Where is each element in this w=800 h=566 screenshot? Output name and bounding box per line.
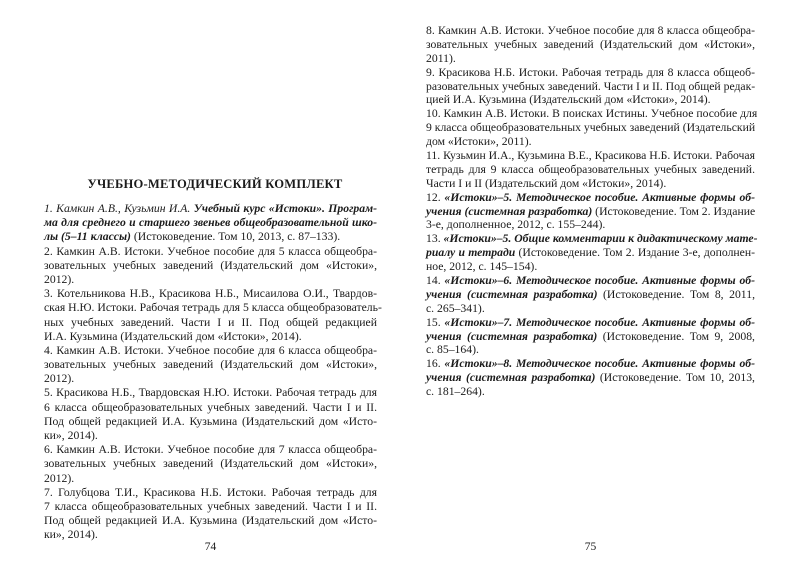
text-line [44, 500, 377, 514]
text-line [44, 514, 377, 528]
text-line [426, 316, 755, 330]
text-segment: 6. Камкин А.В. Истоки. Учебное пособие для 7 класса общеобра- [44, 443, 377, 457]
text-segment: 2011). [426, 51, 456, 65]
text-segment: учения (системная разработка) [426, 287, 603, 301]
text-line [426, 260, 755, 274]
text-segment: 14. [426, 274, 445, 288]
text-line [44, 415, 377, 429]
text-segment: с. 265–341). [426, 301, 485, 315]
text-segment: ки», 2014). [44, 528, 98, 542]
text-line [426, 232, 758, 246]
text-line [44, 202, 377, 216]
text-segment: «Истоки»–8. Методическое пособие. Активные формы об- [444, 357, 756, 371]
text-line [44, 287, 377, 301]
text-line [44, 457, 377, 471]
text-segment: Учебный курс «Истоки». Програм- [193, 202, 377, 215]
text-segment: Под общей редакцией И.А. Кузьмина (Издательский дом «Исто- [44, 414, 377, 428]
text-segment: 1. Камкин А.В., Кузьмин И.А. [44, 202, 194, 215]
text-line [426, 191, 755, 205]
text-segment: 3-е, дополненное, 2012, с. 155–244). [426, 218, 606, 232]
text-line [426, 205, 755, 219]
text-line [44, 259, 377, 273]
text-line [426, 385, 755, 399]
text-segment: 15. [426, 315, 445, 329]
text-segment: 2012). [44, 372, 75, 386]
text-segment: цией И.А. Кузьмина (Издательский дом «Истоки», 2014). [426, 93, 711, 107]
text-line [44, 301, 382, 315]
text-line [44, 401, 377, 415]
text-line [426, 302, 755, 316]
text-segment: (Истоковедение. Том 2. Издание 3-е, дополнен- [518, 246, 756, 260]
text-segment: «Истоки»–5. Методическое пособие. Активные формы об- [444, 190, 756, 204]
text-segment: 11. Кузьмин И.А., Кузьмина В.Е., Красикова Н.Б. Истоки. Рабочая [426, 149, 755, 163]
text-line [44, 486, 377, 500]
text-line [44, 358, 377, 372]
text-segment: 7. Голубцова Т.И., Красикова Н.Б. Истоки. Рабочая тетрадь для [44, 485, 377, 499]
page-number-left: 74 [204, 541, 217, 553]
text-line [426, 66, 755, 80]
text-line [426, 24, 755, 38]
text-segment: 2012). [44, 471, 75, 485]
text-line [426, 288, 755, 302]
text-segment: 8. Камкин А.В. Истоки. Учебное пособие для 8 класса общеобра- [426, 24, 755, 37]
text-line [426, 218, 755, 232]
text-segment: 10. Камкин А.В. Истоки. В поисках Истины. Учебное пособие для [426, 107, 758, 121]
text-line [426, 135, 755, 149]
text-line [44, 472, 377, 486]
text-line [426, 177, 755, 191]
text-line [44, 316, 377, 330]
text-line [426, 357, 755, 371]
text-segment: ма для среднего и старшего звеньев общеобразовательной шко- [44, 216, 377, 230]
text-line [44, 216, 377, 230]
text-segment: тетрадь для 9 класса общеобразовательных учебных заведений. [426, 162, 755, 176]
text-segment: «Истоки»–6. Методическое пособие. Активные формы об- [444, 274, 756, 288]
bibliography-items-1-7 [44, 202, 382, 543]
bibliography-items-8-16 [426, 24, 758, 399]
text-line [426, 80, 755, 94]
text-segment: 2012). [44, 272, 75, 286]
text-segment: «Истоки»–5. Общие комментарии к дидактическому мате- [443, 232, 758, 246]
text-line [426, 330, 755, 344]
text-segment: (Истоковедение. Том 8, 2011, [603, 287, 755, 301]
text-line [426, 343, 755, 357]
text-line [426, 52, 755, 66]
text-segment: ное, 2012, с. 145–154). [426, 260, 538, 274]
text-segment: «Истоки»–7. Методическое пособие. Активные формы об- [444, 315, 756, 329]
text-line [426, 274, 755, 288]
text-segment: зовательных учебных заведений (Издательский дом «Истоки», [44, 457, 377, 471]
text-segment: 9. Красикова Н.Б. Истоки. Рабочая тетрадь для 8 класса общеоб- [426, 65, 755, 79]
text-segment: зовательных учебных заведений (Издательский дом «Истоки», [44, 358, 377, 372]
text-segment: зовательных учебных заведений (Издательский дом «Истоки», [44, 258, 377, 272]
text-line [426, 93, 755, 107]
text-line [426, 121, 755, 135]
text-segment: лы (5–11 классы) [44, 230, 134, 244]
section-heading: УЧЕБНО-МЕТОДИЧЕСКИЙ КОМПЛЕКТ [87, 177, 343, 191]
text-segment: 16. [426, 357, 445, 371]
text-segment: учения (системная разработка) [426, 371, 600, 385]
text-segment: И.А. Кузьмина (Издательский дом «Истоки», 2014). [44, 329, 302, 343]
text-segment: учения (системная разработка) [426, 329, 603, 343]
text-line [44, 245, 377, 259]
text-segment: (Истоковедение. Том 10, 2013, с. 87–133). [133, 230, 341, 244]
text-segment: 7 класса общеобразовательных учебных заведений. Части I и II. [44, 499, 377, 513]
text-line [426, 371, 755, 385]
text-segment: 9 класса общеобразовательных учебных заведений (Издательский [426, 121, 756, 135]
text-segment: учения (системная разработка) [426, 204, 596, 218]
text-segment: ская Н.Ю. Истоки. Рабочая тетрадь для 5 класса общеобразователь- [44, 301, 382, 315]
text-line [44, 443, 377, 457]
page-number-right: 75 [584, 541, 597, 553]
text-segment: 2. Камкин А.В. Истоки. Учебное пособие для 5 класса общеобра- [44, 244, 377, 258]
text-line [44, 273, 377, 287]
text-line [426, 246, 755, 260]
text-line [44, 372, 377, 386]
text-line [44, 429, 377, 443]
text-segment: с. 181–264). [426, 385, 485, 399]
text-segment: ных учебных заведений. Части I и II. Под общей редакцией [44, 315, 377, 329]
text-segment: риалу и тетради [426, 246, 519, 260]
text-segment: (Истоковедение. Том 9, 2008, [602, 329, 755, 343]
text-segment: (Истоковедение. Том 10, 2013, [599, 371, 755, 385]
text-segment: 4. Камкин А.В. Истоки. Учебное пособие для 6 класса общеобра- [44, 343, 377, 357]
text-segment: (Истоковедение. Том 2. Издание [595, 204, 756, 218]
text-segment: 13. [426, 232, 444, 246]
text-segment: 5. Красикова Н.Б., Твардовская Н.Ю. Истоки. Рабочая тетрадь для [44, 386, 377, 400]
text-segment: с. 85–164). [426, 343, 479, 357]
text-segment: ки», 2014). [44, 429, 98, 442]
text-line [44, 330, 377, 344]
text-line [426, 163, 755, 177]
text-segment: 3. Котельникова Н.В., Красикова Н.Б., Мисаилова О.И., Твардов- [44, 287, 377, 301]
text-line [44, 230, 377, 244]
text-line [426, 38, 755, 52]
text-segment: 12. [426, 190, 445, 204]
text-segment: 6 класса общеобразовательных учебных заведений. Части I и II. [44, 400, 377, 414]
text-line [44, 386, 377, 400]
text-segment: разовательных учебных заведений. Части I и II. Под общей редак- [426, 79, 756, 93]
text-segment: зовательных учебных заведений (Издательский дом «Истоки», [426, 37, 755, 51]
text-line [426, 107, 758, 121]
text-segment: Части I и II (Издательский дом «Истоки», 2014). [426, 176, 667, 190]
text-segment: дом «Истоки», 2011). [426, 135, 532, 149]
text-line [44, 344, 377, 358]
text-segment: Под общей редакцией И.А. Кузьмина (Издательский дом «Исто- [44, 514, 377, 528]
text-line [426, 149, 755, 163]
